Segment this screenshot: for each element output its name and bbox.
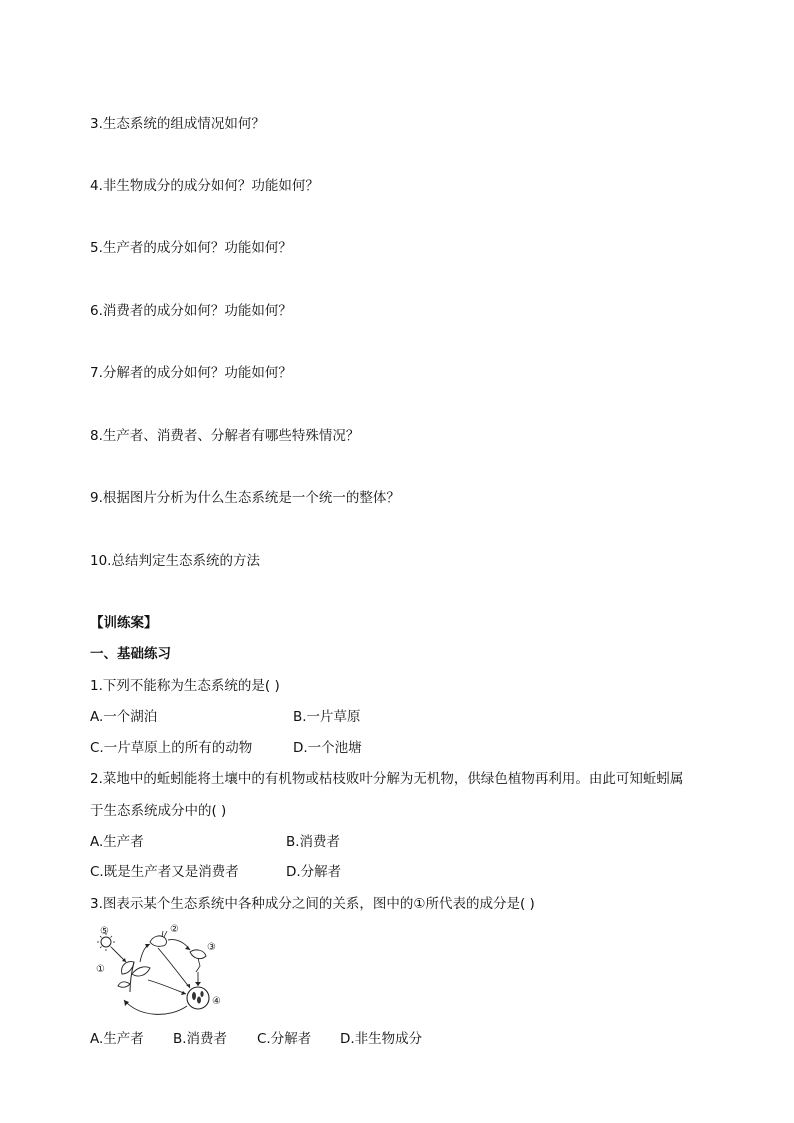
training-heading: 【训练案】 [90, 615, 158, 631]
exercise-3-stem: 3.图表示某个生态系统中各种成分之间的关系，图中的①所代表的成分是( ) [90, 896, 535, 912]
question-5: 5.生产者的成分如何？功能如何？ [90, 240, 292, 256]
exercise-1-option-b: B.一片草原 [293, 709, 361, 725]
exercise-1-option-a: A.一个湖泊 [90, 709, 158, 725]
exercise-1-option-c: C.一片草原上的所有的动物 [90, 740, 253, 756]
exercise-2-option-a: A.生产者 [90, 834, 144, 850]
diagram-label-2: ② [170, 924, 179, 935]
diagram-label-1: ① [96, 964, 105, 975]
question-10: 10.总结判定生态系统的方法 [90, 553, 260, 569]
exercise-1-stem: 1.下列不能称为生态系统的是( ) [90, 678, 280, 694]
diagram-label-3: ③ [207, 942, 216, 953]
exercise-2-option-d: D.分解者 [286, 864, 342, 880]
rabbit-icon [150, 931, 167, 946]
exercise-3-option-a: A.生产者 [90, 1031, 144, 1047]
exercise-2-stem-line-2: 于生态系统成分中的( ) [90, 803, 227, 819]
question-4: 4.非生物成分的成分如何？功能如何？ [90, 178, 319, 194]
exercise-1-option-d: D.一个池塘 [293, 740, 362, 756]
exercise-2-stem-line-1: 2.菜地中的蚯蚓能将土壤中的有机物或枯枝败叶分解为无机物，供绿色植物再利用。由此可知蚯蚓属 [90, 771, 684, 787]
diagram-label-5: ⑤ [100, 926, 109, 937]
question-8: 8.生产者、消费者、分解者有哪些特殊情况？ [90, 428, 360, 444]
bird-icon [190, 950, 206, 972]
ecosystem-diagram [90, 922, 240, 1022]
question-3: 3.生态系统的组成情况如何？ [90, 116, 265, 132]
plant-icon [118, 962, 150, 992]
question-9: 9.根据图片分析为什么生态系统是一个统一的整体？ [90, 490, 400, 506]
exercise-3-option-b: B.消费者 [173, 1031, 228, 1047]
question-6: 6.消费者的成分如何？功能如何？ [90, 303, 292, 319]
diagram-label-4: ④ [212, 996, 221, 1007]
exercise-2-option-c: C.既是生产者又是消费者 [90, 864, 239, 880]
exercise-3-option-c: C.分解者 [257, 1031, 312, 1047]
question-7: 7.分解者的成分如何？功能如何？ [90, 365, 292, 381]
exercise-2-option-b: B.消费者 [286, 834, 341, 850]
exercise-3-option-d: D.非生物成分 [340, 1031, 423, 1047]
basic-practice-heading: 一、基础练习 [90, 646, 171, 662]
decomposer-icon [187, 987, 209, 1009]
